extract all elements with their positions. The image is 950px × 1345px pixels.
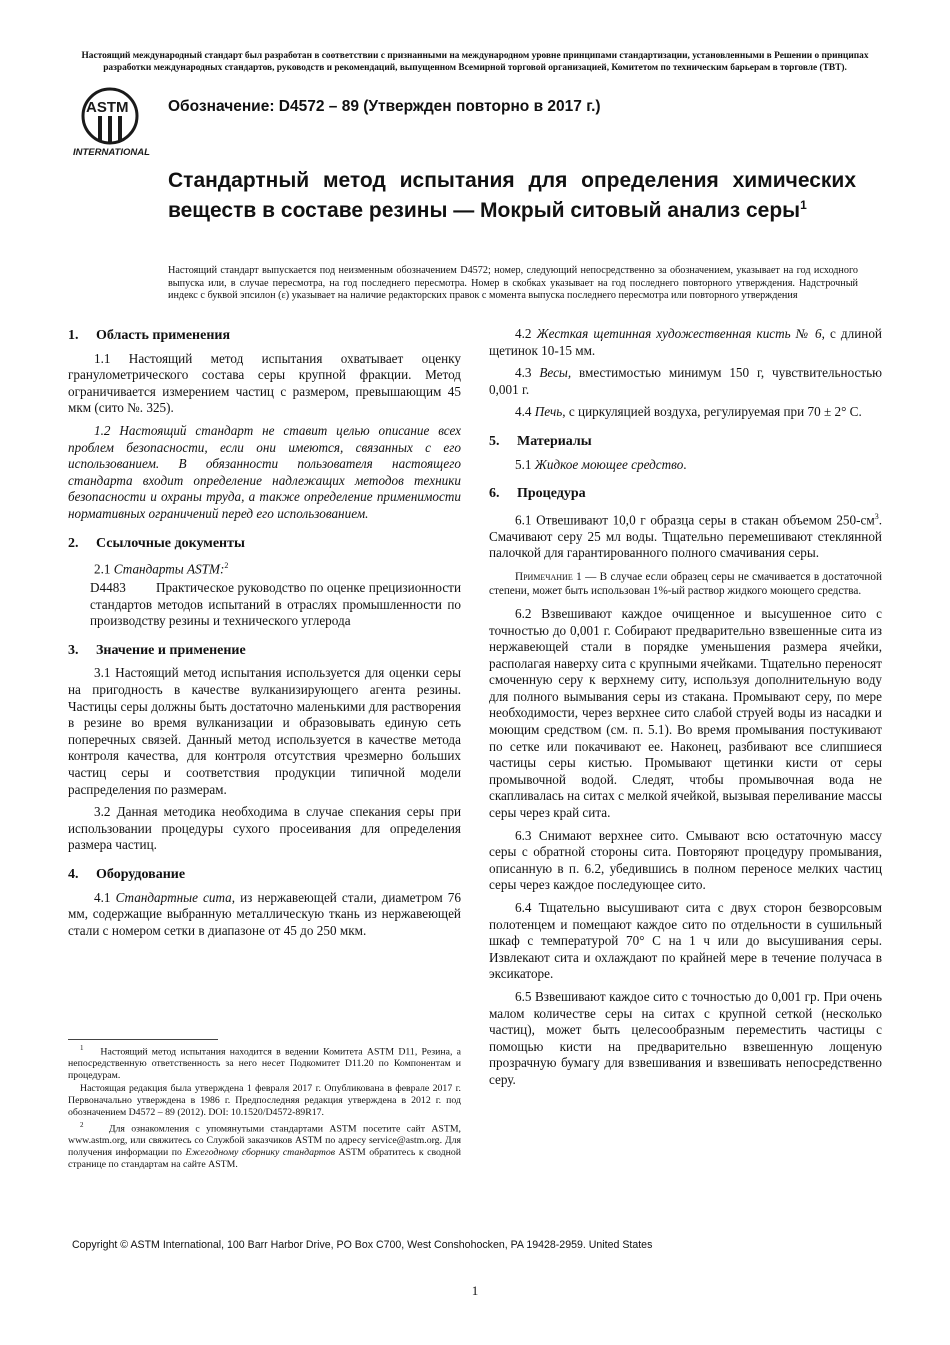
paragraph-4-2: 4.2 Жесткая щетинная художественная кисть № 6, с длиной щетинок 10-15 мм. (489, 326, 882, 358)
paragraph-6-1: 6.1 Отвешивают 10,0 г образца серы в стакан объемом $250-см^3$. Смачивают серу 25 мл воды. Тщательно перемешивают стеклянной палочкой для гарантированного полного смачивания серы. (489, 511, 882, 561)
ref-code: D4483 (90, 580, 126, 596)
footnote-divider (68, 1039, 218, 1040)
left-column (68, 326, 461, 945)
paragraph-3-1: 3.1 Настоящий метод испытания используется для оценки серы на пригодность в качестве вулканизирующего агента резины. Частицы серы должны быть достаточно маленькими для растворения в резине во время вулканизации и образовывать единую сеть поперечных связей. Данный метод используется в качестве метода контроля качества, для контроля отсутствия чрезмерно больших частиц серы и соответствия продукции типичной модели распределения по размерам. (68, 665, 461, 797)
section-5-heading: 5. Материалы (489, 433, 592, 449)
right-column (489, 326, 882, 1095)
paragraph-4-3: 4.3 Весы, вместимостью минимум 150 г, чувствительностью 0,001 г. (489, 365, 882, 397)
paragraph-2-1: 2.1 Стандарты ASTM:$^2$ (94, 561, 229, 577)
ref-text: Практическое руководство по оценке прецизионности стандартов методов испытаний в отраслях промышленности по производству резины и технического углерода (90, 580, 461, 629)
paragraph-4-1: 4.1 Стандартные сита, из нержавеющей стали, диаметром 76 мм, содержащие выбранную металлическую ткань из нержавеющей стали с номером сетки в диапазоне от 45 до 250 мкм. (68, 889, 461, 938)
paragraph-1-2: 1.2 Настоящий стандарт не ставит целью описание всех проблем безопасности, если они имеются, связанных с его использованием. В обязанности пользователя настоящего стандарта входит определение надлежащих методов техники безопасности и охраны труда, а также определение применимости нормативных ограничений перед его использованием. (68, 422, 461, 521)
standard-notice: Настоящий международный стандарт был разработан в соответствии с признанными на международном уровне принципами стандартизации, установленными в Решении о принципах разработки международных стандартов, руководств и рекомендаций, выпущенном Всемирной торговой организацией, Комитетом по техническим барьерам в торговле (ТВТ). (81, 51, 869, 73)
paragraph-6-2: 6.2 Взвешивают каждое очищенное и высушенное сито с точностью до 0,001 г. Собирают предварительно взвешенные сита из нержавеющей стали в порядке уменьшения размера ячейки, располагая наверху сита с крупными ячейками. Тщательно переносят смоченную серу к верхнему ситу, используя дополнительную воду для полного вымывания серы из стакана. Промывают серу, по мере необходимости, через верхнее сито слабой струей воды из насадки и моющим средством (см. п. 5.1). Во время промывания постукивают по сетке или покачивают ее. Наконец, разбивают все слипшиеся частицы серы кистью. Промывают щетинки кисти от серы промывочной водой. Следят, чтобы промывочная вода не скапливалась на ситах с мелкой ячейкой, вызывая переливание массы серы через край сита. (489, 605, 882, 821)
page-number: 1 (471, 1283, 479, 1298)
paragraph-5-1: 5.1 Жидкое моющее средство. (515, 456, 687, 472)
copyright-line: Copyright © ASTM International, 100 Barr Harbor Drive, PO Box C700, West Conshohocken, PA 19428-2959. United States (72, 1239, 653, 1251)
section-3-heading: 3. Значение и применение (68, 642, 246, 658)
section-6-heading: 6. Процедура (489, 486, 586, 502)
paragraph-3-2: 3.2 Данная методика необходима в случае спекания серы при использовании процедуры сухого просеивания для определения размера частиц. (68, 804, 461, 853)
note-1: Примечание 1 — В случае если образец серы не смачивается в достаточной степени, может быть использован 1%-ый раствор жидкого моющего средства. (489, 570, 882, 597)
footnote-1: $^1$ Настоящий метод испытания находится в ведении Комитета ASTM D11, Резина, а непосредственную ответственность за него несет Подкомитет D11.20 по Компонентам и процедурам. (68, 1044, 462, 1082)
footnote-1-continued: Настоящая редакция была утверждена 1 февраля 2017 г. Опубликована в феврале 2017 г. Первоначально утверждена в 1986 г. Предпоследняя редакция утверждена в 2012 г. под обозначением D4572 – 89 (2012). DOI: 10.1520/D4572-89R17. (68, 1082, 461, 1118)
section-1-heading: 1. Область применения (68, 328, 231, 343)
astm-logo (72, 86, 156, 158)
section-2-heading: 2. Ссылочные документы (68, 535, 245, 551)
referenced-document (68, 580, 461, 630)
title-text: Стандартный метод испытания для определения химических веществ в составе резины — Мокрый ситовый анализ серы (168, 169, 856, 222)
logo-subtext: INTERNATIONAL (73, 147, 150, 158)
paragraph-6-4: 6.4 Тщательно высушивают сита с двух сторон безворсовым полотенцем и помещают каждое сито по отдельности в сушильный шкаф с температурой 70° С на 1 ч или до высушивания серы. Извлекают сита и охлаждают по крайней мере в течение получаса в эксикаторе. (489, 900, 882, 982)
title-footnote-mark: 1 (800, 198, 807, 212)
logo-text: ASTM (86, 99, 129, 116)
page-title (168, 168, 856, 223)
note-label: Примечание 1 (515, 570, 582, 583)
paragraph-6-3: 6.3 Снимают верхнее сито. Смывают всю остаточную массу серы с обратной стороны сита. Повторяют процедуру промывания, описанную в п. 6.2, убедившись в полном переносе мелких частиц серы через каждое последующее сито. (489, 827, 882, 893)
intro-paragraph: Настоящий стандарт выпускается под неизменным обозначением D4572; номер, следующий непосредственно за обозначением, указывает на год исходного выпуска или, в случае пересмотра, на год последнего пересмотра. Номер в скобках указывает на год последнего повторного утверждения. Надстрочный индекс с буквой эпсилон (ε) указывает на наличие редакторских правок с момента выпуска последнего пересмотра или повторного утверждения (168, 265, 858, 302)
footnotes (68, 1042, 461, 1171)
designation: Обозначение: D4572 – 89 (Утвержден повторно в 2017 г.) (168, 98, 601, 115)
section-4-heading: 4. Оборудование (68, 867, 186, 883)
footnote-2: $^2$ Для ознакомления с упомянутыми стандартами ASTM посетите сайт ASTM, www.astm.org, или свяжитесь со Службой заказчиков ASTM по адресу service@astm.org. Для получения информации по Ежегодному сборнику стандартов ASTM обратитесь к сводной странице по стандартам на сайте ASTM. (68, 1120, 461, 1171)
paragraph-6-5: 6.5 Взвешивают каждое сито с точностью до 0,001 гр. При очень малом количестве серы на ситах с крупной сеткой (несколько частиц), может быть целесообразным переместить частицы с помощью кисти на предварительно взвешенную лощеную прозрачную бумагу для взвешивания и взвешивать непосредственно серу. (489, 988, 882, 1087)
paragraph-4-4: 4.4 Печь, с циркуляцией воздуха, регулируемая при 70 ± 2° С. (515, 404, 862, 420)
paragraph-1-1: 1.1 Настоящий метод испытания охватывает оценку гранулометрического состава серы крупной фракции. Метод ограничивается измерением частиц с размером, превышающим 45 мкм (сито №. 325). (68, 350, 461, 416)
